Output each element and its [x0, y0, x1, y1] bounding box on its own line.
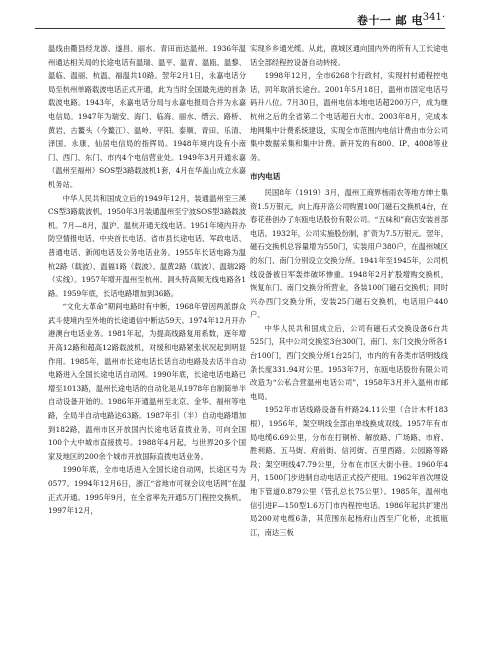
paragraph: 中华人民共和国成立后，公司有磁石式交换设备6台共525门，其中公司交换室3台300门，南门、东门交换分所各1台100门，西门交换分所1台25门，市内的有各类市话明线线条长度331.94对公里。1953年7月，东瓯电话股份有限公司改造为“公私合营温州电话公司”，1958年3月并入温州市邮电局。 — [250, 323, 448, 401]
paragraph: “文化大革命”期间电路时有中断，1968年曾因两派群众武斗使境内至外地的长途通信中断达59天。1974年12月开办港澳台电话业务。1981年起，为提高线路复用系数，逐年增开高12路和超高12路载波机，对缓和电路紧张状况起到明显作用。1985年，温州市长途电话长话自动电路及去话半自动电路进入全国长途电话自动网。1990年底，长途电话电路已增至1013路，温州长途电话的自动化是从1978年自制简单半自动设备开始的。1986年开通温州至北京、金华、福州等电路，全局半自动电路达63路。1987年引（半）自动电路增加到182路，温州市区开放国内长途电话直拨业务，可向全国100个大中城市直接拨号。1988年4月起，与世界20多个国家及地区的200余个城市开放国际直拨电话业务。 — [48, 302, 246, 461]
page-number: ·341· — [419, 12, 445, 23]
section-title: 卷十一 邮 电 — [356, 14, 423, 27]
paragraph: 中华人民共和国成立后的1949年12月，装通温州至三溪CS型3路载波机。1950年3月装通温州至宁波SOS型3路载波机。7月—8月，温沪、温杭开通无线电话。1951年境内开办防空情报电话、中央首长电话、省市县长途电话、军政电话、普通电话、新闻电话及公务电话业务。1955年长话电路为温杭2路（载波）、温福1路（载波）、温黄2路（载波）、温瑞2路（实线）。1957年增开温州至杭州、洞头特高频无线电路各1路。1959年底，长话电路增加到36路。 — [48, 193, 246, 298]
paragraph: 实现乡乡通光缆。从此，鹿城区通向国内外的所有人工长途电话全部经程控设备自动转接。 — [250, 44, 448, 67]
paragraph: 民国8年（1919）3月，温州工商界杨雨农等地方绅士集资1.5万银元，向上海开洛公司购置100门磁石交换机4台，在春花巷创办了东瓯电话股份有限公司。“五味和”商店安装首部电话。1932年，公司实施股份制，扩资为7.5万银元。翌年，磁石交换机总容量增为550门，实装用户380户，在温州城区的东门、南门分别设立交换分所。1941年至1945年，公司机线设备被日军轰炸破坏惨重。1948年2月扩股增购交换机，恢复东门、南门交换分所营业，各装100门磁石交换机；同时兴办西门交换分所，安装25门磁石交换机，电话用户440户。 — [250, 187, 449, 320]
paragraph: 1952年市话线路设备有杆路24.11公里（合计木杆183根），1956年，架空明线全部由单线换成双线。1957年有市局电缆6.69公里，分布在打铜桥、解放路、广场路、市府、胜利路、五马街、府前街、信河街、百里西路、公园路等路段；架空明线47.79公里，分布在市区大街小巷。1960年4月，1500门步进制自动电话正式投产使用。1962年首次埋设地下管道0.879公里（管孔总长75公里）。1985年，温州电信引进F—150型1.6万门市内程控电话。1986年起共扩建出局200对电缆6条，其范围东起杨府山西至广化桥，北抵瓯江，南达三板 — [250, 405, 448, 537]
header-rule — [35, 28, 445, 29]
page-header — [35, 10, 445, 26]
paragraph: 1990年底，全市电话进入全国长途自动网，长途区号为0577。1994年12月6日，浙江“省地市可视会议电话网”在温正式开通。1995年9月，在全省率先开通5万门程控交换机。1997年12月， — [48, 465, 246, 516]
section-heading: 市内电话 — [250, 172, 281, 182]
right-column — [250, 42, 448, 539]
left-column — [48, 42, 246, 518]
paragraph: 温线由衢县经龙游、遂昌、丽水、青田而达温州。1936年温州通达相关局的长途电话有温瑞、温平、温青、温瓯、温黎、温临、温丽、杭温、福温共10路。翌年2月1日，永嘉电话分局至杭州单路载波电话正式开通，此为当时全国最先进的首条载波电路。1943年，永嘉电话分局与永嘉电报局合并为永嘉电信局。1947年为瑞安、海门、临海、丽水、缙云、路桥、黄岩、古鳌头（今鳌江）、温岭、平阳、泰顺、青田、乐清、泽国、永康、仙居电信局的指挥局。1948年境内设有小南门、西门、东门、市内4个电信营业处。1949年3月开通永嘉（温州至福州）SOS型3路载波机1套，4月在华盖山成立永嘉机务站。 — [48, 44, 246, 189]
paragraph: 1998年12月，全市6268个行政村，实现村村通程控电话，同年取消长途台。2001年5月18日，温州市固定电话号码升八位。7月30日，温州电信本地电话超200万户，成为继杭州之后的全省第二个电话超百大市。2003年8月，完成本地网集中计费系统建设，实现全市范围内电信计费由市分公司集中数据采集和集中计费。新开发的有800、IP、4008等业务。 — [250, 71, 448, 162]
